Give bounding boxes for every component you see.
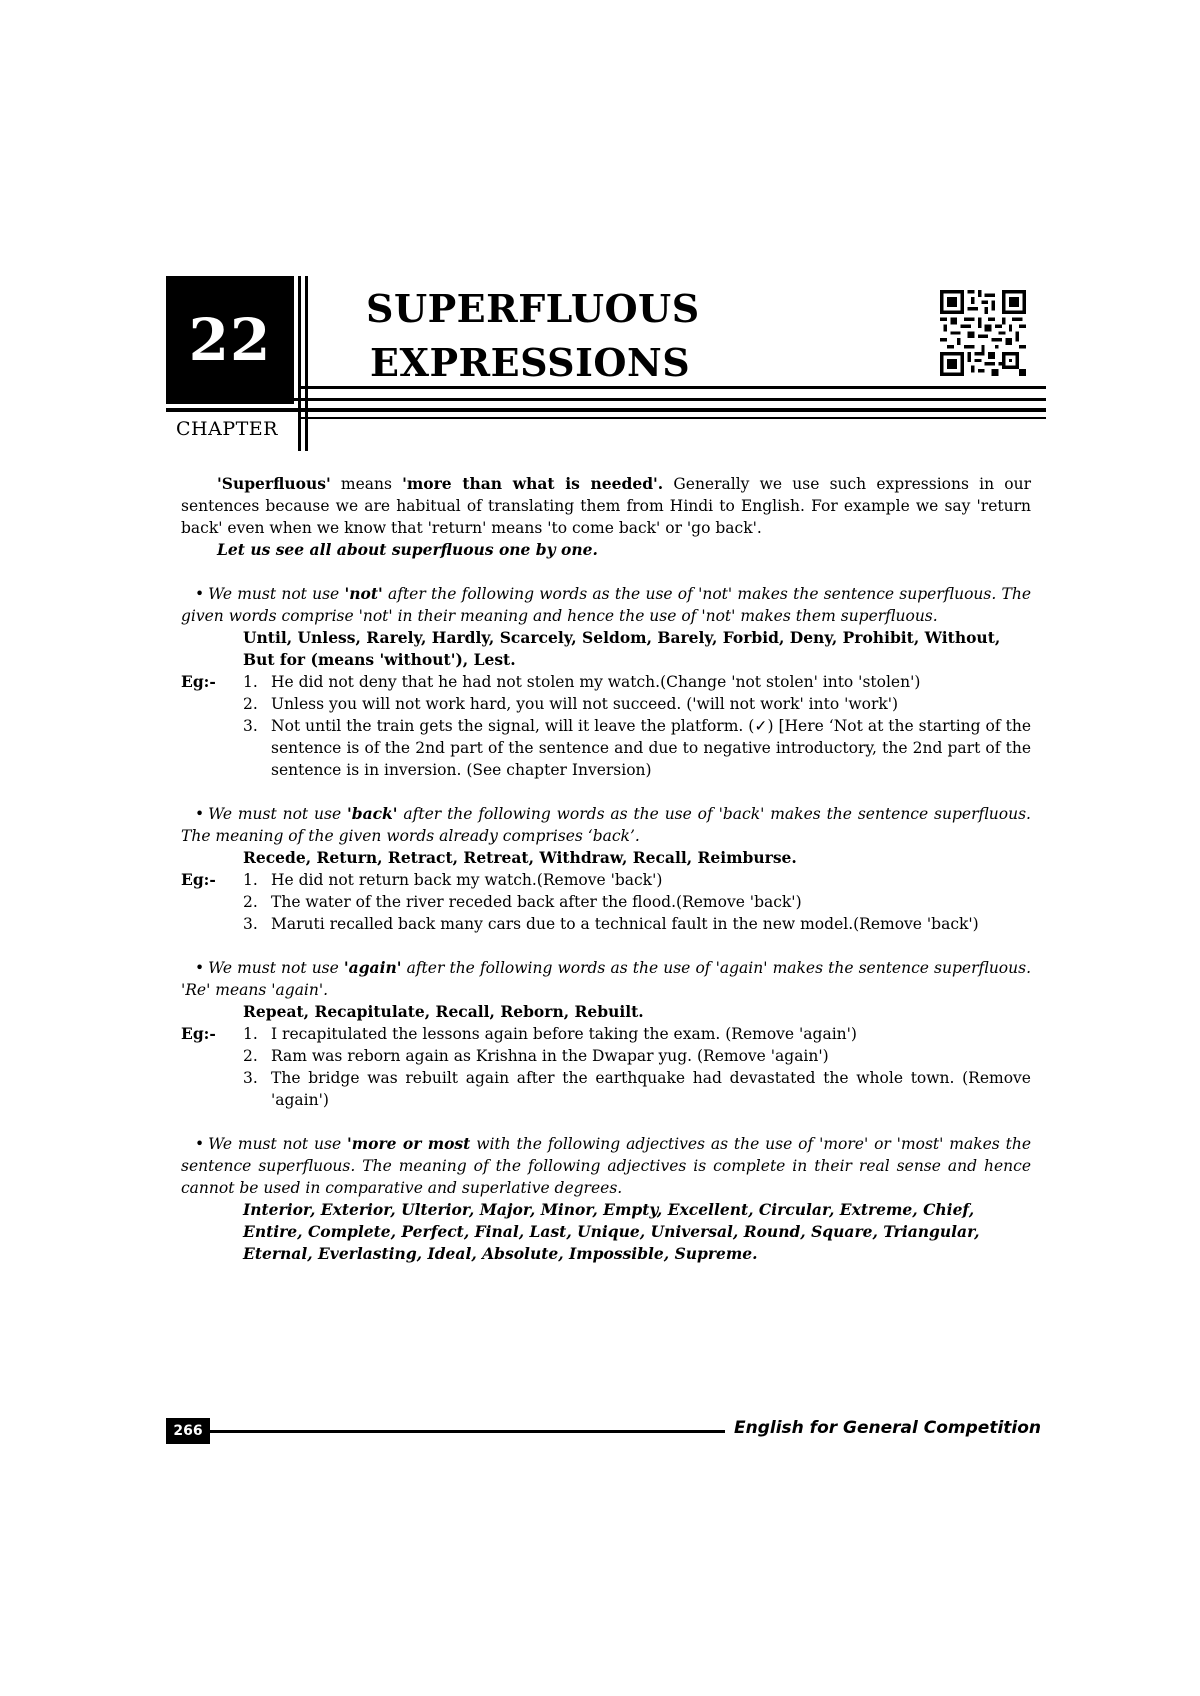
rule-keyword: 'again' — [343, 958, 402, 977]
word-list: Repeat, Recapitulate, Recall, Reborn, Rebuilt. — [243, 1002, 644, 1021]
chapter-title-line: EXPRESSIONS — [370, 340, 691, 385]
intro-term: 'Superfluous' — [217, 474, 331, 493]
bullet-icon: • — [195, 959, 205, 977]
example-item: 2. Ram was reborn again as Krishna in the Dwapar yug. (Remove 'again') — [243, 1047, 829, 1065]
chapter-content — [181, 473, 1031, 1265]
header-divider-vertical — [298, 276, 301, 451]
word-list: Until, Unless, Rarely, Hardly, Scarcely, Seldom, Barely, Forbid, Deny, Prohibit, Without, But for (means 'without'), Lest. — [243, 628, 1001, 669]
word-list: Recede, Return, Retract, Retreat, Withdraw, Recall, Reimburse. — [243, 848, 797, 867]
example-label: Eg:- — [181, 870, 216, 889]
example-item: Eg:- 1. He did not return back my watch.(Remove 'back') — [181, 870, 663, 889]
rule-keyword: 'more or most — [347, 1134, 471, 1153]
example-item: 2. The water of the river receded back after the flood.(Remove 'back') — [243, 893, 802, 911]
page-number: 266 — [166, 1418, 210, 1444]
intro-lead: Let us see all about superfluous one by one. — [217, 540, 598, 559]
chapter-label: CHAPTER — [176, 418, 278, 440]
chapter-title-line: SUPERFLUOUS — [366, 286, 700, 331]
intro-definition: 'more than what is needed'. — [402, 474, 664, 493]
example-item: 3. Maruti recalled back many cars due to a technical fault in the new model.(Remove 'back') — [243, 915, 979, 933]
rule-back: • We must not use 'back' after the following words as the use of 'back' makes the sentence superfluous. The meaning of the given words already comprises ‘back’. — [181, 804, 1031, 845]
rule-keyword: 'back' — [346, 804, 398, 823]
bullet-icon: • — [195, 585, 205, 603]
example-item: Eg:- 1. I recapitulated the lessons again before taking the exam. (Remove 'again') — [181, 1024, 857, 1043]
example-label: Eg:- — [181, 672, 216, 691]
example-item: 2. Unless you will not work hard, you will not succeed. ('will not work' into 'work') — [243, 695, 899, 713]
header-rule — [298, 417, 1046, 419]
rule-more-most: • We must not use 'more or most with the following adjectives as the use of 'more' or 'most' makes the sentence superfluous. The meaning of the following adjectives is complete in their real sense and hence cannot be used in comparative and superlative degrees. — [181, 1134, 1031, 1197]
book-title: English for General Competition — [734, 1418, 1042, 1438]
rule-again: • We must not use 'again' after the following words as the use of 'again' makes the sentence superfluous. 'Re' means 'again'. — [181, 958, 1031, 999]
rule-keyword: 'not' — [344, 584, 383, 603]
header-divider-vertical — [305, 276, 308, 451]
bullet-icon: • — [195, 1135, 205, 1153]
example-item: 3. The bridge was rebuilt again after the earthquake had devastated the whole town. (Remove 'again') — [243, 1069, 1031, 1109]
example-label: Eg:- — [181, 1024, 216, 1043]
word-list: Interior, Exterior, Ulterior, Major, Minor, Empty, Excellent, Circular, Extreme, Chief, Entire, Complete, Perfect, Final, Last, Unique, Universal, Round, Square, Triangular, Eternal, Everlasting, Ideal, Absolute, Impossible, Supreme. — [243, 1200, 980, 1263]
example-item: Eg:- 1. He did not deny that he had not stolen my watch.(Change 'not stolen' into 'stolen') — [181, 672, 921, 691]
footer-rule — [210, 1430, 725, 1433]
intro-paragraph: 'Superfluous' means 'more than what is needed'. Generally we use such expressions in our sentences because we are habitual of translating them from Hindi to English. For example we say 'return back' even when we know that 'return' means 'to come back' or 'go back'. — [181, 474, 1031, 537]
chapter-title — [366, 282, 700, 390]
header-rule — [166, 398, 1046, 401]
chapter-number: 22 — [166, 276, 294, 404]
qr-code-icon — [940, 290, 1026, 376]
bullet-icon: • — [195, 805, 205, 823]
header-rule — [166, 408, 1046, 412]
example-item: 3. Not until the train gets the signal, will it leave the platform. (✓) [Here ‘Not at the starting of the sentence is of the 2nd part of the sentence and due to negative introductory, the 2nd part of the sentence is in inversion. (See chapter Inversion) — [243, 717, 1031, 779]
rule-not: • We must not use 'not' after the following words as the use of 'not' makes the sentence superfluous. The given words comprise 'not' in their meaning and hence the use of 'not' makes them superfluous. — [181, 584, 1031, 625]
